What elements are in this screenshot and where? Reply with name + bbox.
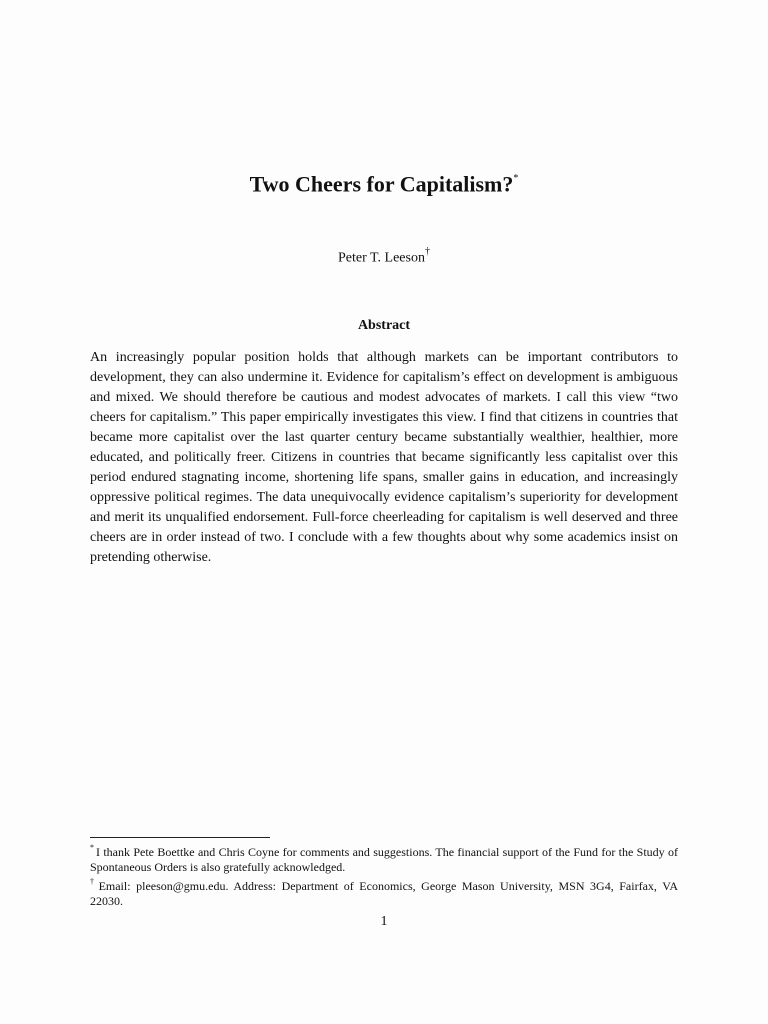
title-footnote-mark: *: [513, 173, 519, 184]
footnote-acknowledgment: [90, 841, 678, 875]
author-name: Peter T. Leeson: [338, 250, 425, 266]
author-line: [0, 244, 768, 269]
footnote-mark: †: [90, 877, 97, 886]
footnote-text: I thank Pete Boettke and Chris Coyne for comments and suggestions. The financial support of the Fund for the Study of Spontaneous Orders is also gratefully acknowledged.: [90, 845, 678, 874]
abstract-heading: Abstract: [357, 318, 411, 333]
footnote-contact: [90, 875, 678, 909]
footnote-mark: *: [90, 843, 94, 852]
paper-title-text: Two Cheers for Capitalism?: [249, 171, 514, 197]
page-number: 1: [380, 914, 388, 929]
footnote-divider: [90, 837, 270, 838]
author-footnote-mark: †: [424, 246, 430, 257]
footnote-text: Email: pleeson@gmu.edu. Address: Department of Economics, George Mason University, MSN 3G4, Fairfax, VA 22030.: [90, 879, 679, 908]
paper-title: [0, 166, 768, 199]
abstract-text: An increasingly popular position holds that although markets can be important contributors to development, they can also undermine it. Evidence for capitalism’s effect on development is ambiguous and mixed. We should therefore be cautious and modest advocates of markets. I call this view “two cheers for capitalism.” This paper empirically investigates this view. I find that citizens in countries that became more capitalist over the last quarter century became substantially wealthier, healthier, more educated, and politically freer. Citizens in countries that became significantly less capitalist over this period endured stagnating income, shortening life spans, smaller gains in education, and increasingly oppressive political regimes. The data unequivocally evidence capitalism’s superiority for development and merit its unqualified endorsement. Full-force cheerleading for capitalism is well deserved and three cheers are in order instead of two. I conclude with a few thoughts about why some academics insist on pretending otherwise.: [90, 350, 678, 565]
footnotes: [90, 841, 678, 909]
